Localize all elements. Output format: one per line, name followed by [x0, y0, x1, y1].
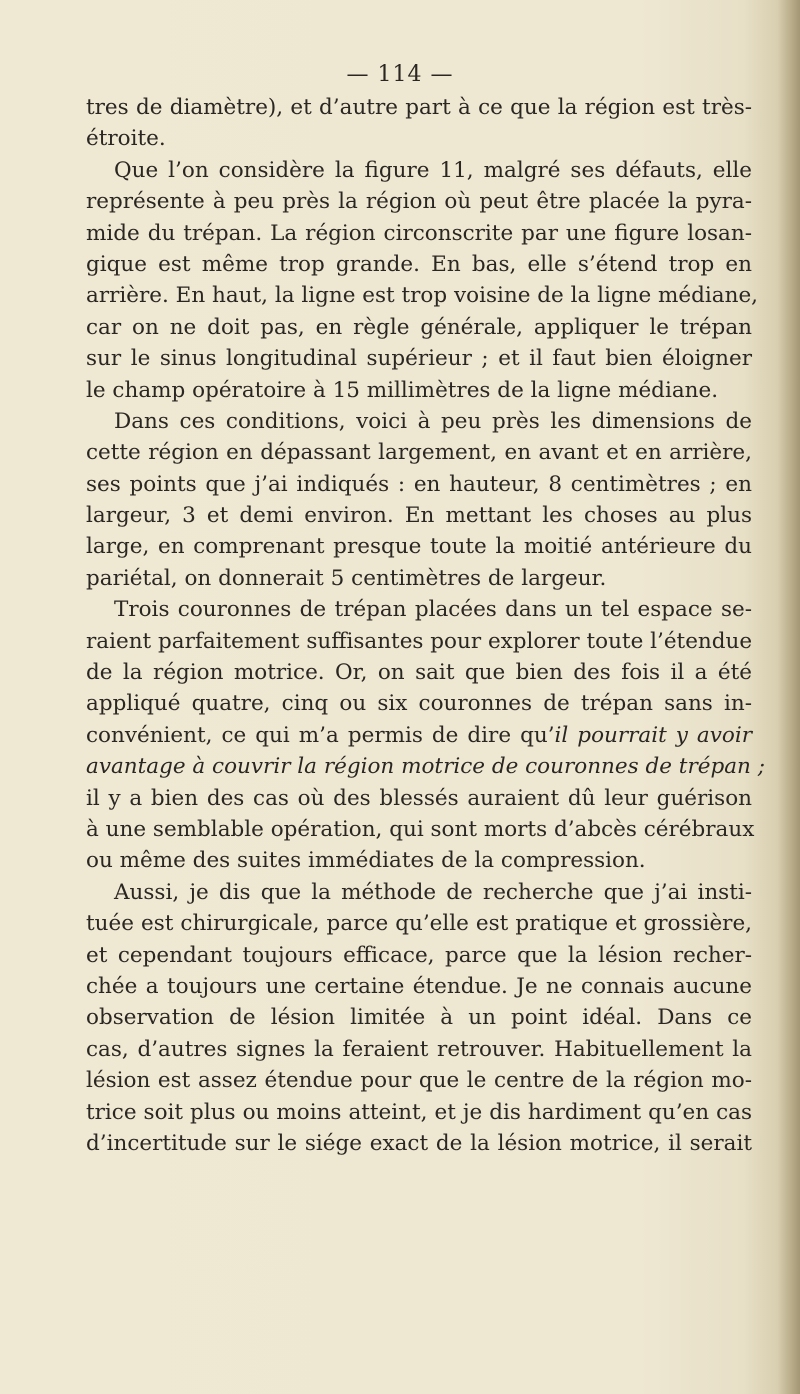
- text-line: tres de diamètre), et d’autre part à ce que la région est très-: [86, 95, 752, 120]
- text-line: largeur, 3 et demi environ. En mettant les choses au plus: [86, 503, 752, 529]
- text-segment: convénient, ce qui m’a permis de dire qu’: [86, 722, 555, 748]
- text-line: le champ opératoire à 15 millimètres de la ligne médiane.: [86, 377, 719, 403]
- text-line: à une semblable opération, qui sont morts d’abcès cérébraux: [86, 816, 755, 842]
- text-line: raient parfaitement suffisantes pour explorer toute l’étendue: [86, 628, 753, 654]
- text-line: trice soit plus ou moins atteint, et je dis hardiment qu’en cas: [86, 1099, 752, 1125]
- text-line: appliqué quatre, cinq ou six couronnes de trépan sans in-: [86, 691, 752, 717]
- text-line: cette région en dépassant largement, en avant et en arrière,: [86, 440, 752, 466]
- text-line: ou même des suites immédiates de la compression.: [86, 848, 646, 874]
- page-number: — 114 —: [346, 62, 454, 87]
- italic-text: il pourrait y avoir: [554, 722, 752, 748]
- body-text: [86, 92, 765, 1159]
- page-edge-shadow: [778, 0, 800, 1394]
- text-line: pariétal, on donnerait 5 centimètres de largeur.: [86, 565, 607, 591]
- text-line: représente à peu près la région où peut être placée la pyra-: [86, 189, 752, 215]
- text-line: il y a bien des cas où des blessés auraient dû leur guérison: [86, 785, 752, 811]
- text-line: tuée est chirurgicale, parce qu’elle est pratique et grossière,: [86, 911, 752, 937]
- text-line: Trois couronnes de trépan placées dans un tel espace se-: [114, 597, 752, 623]
- text-line: mide du trépan. La région circonscrite par une figure losan-: [86, 220, 752, 246]
- text-line: étroite.: [86, 126, 166, 152]
- text-line: ses points que j’ai indiqués : en hauteur, 8 centimètres ; en: [86, 471, 752, 497]
- text-line: de la région motrice. Or, on sait que bien des fois il a été: [86, 660, 752, 686]
- text-line: car on ne doit pas, en règle générale, appliquer le trépan: [86, 314, 752, 340]
- text-line: Dans ces conditions, voici à peu près les dimensions de: [114, 408, 752, 434]
- text-line: sur le sinus longitudinal supérieur ; et il faut bien éloigner: [86, 346, 752, 372]
- text-line: d’incertitude sur le siége exact de la lésion motrice, il serait: [86, 1130, 752, 1156]
- text-line: gique est même trop grande. En bas, elle s’étend trop en: [86, 251, 752, 277]
- text-line: arrière. En haut, la ligne est trop voisine de la ligne médiane,: [86, 283, 759, 309]
- text-line: [86, 720, 752, 751]
- text-line: chée a toujours une certaine étendue. Je ne connais aucune: [86, 973, 752, 999]
- text-line: lésion est assez étendue pour que le centre de la région mo-: [86, 1068, 752, 1094]
- text-line: Aussi, je dis que la méthode de recherche que j’ai insti-: [114, 879, 752, 905]
- text-line: cas, d’autres signes la feraient retrouver. Habituellement la: [86, 1036, 752, 1062]
- text-line: Que l’on considère la figure 11, malgré ses défauts, elle: [114, 157, 752, 183]
- text-line: large, en comprenant presque toute la moitié antérieure du: [86, 534, 752, 560]
- text-line: et cependant toujours efficace, parce que la lésion recher-: [86, 942, 752, 968]
- text-line: observation de lésion limitée à un point idéal. Dans ce: [86, 1005, 752, 1031]
- text-line: avantage à couvrir la région motrice de couronnes de trépan ;: [86, 754, 765, 780]
